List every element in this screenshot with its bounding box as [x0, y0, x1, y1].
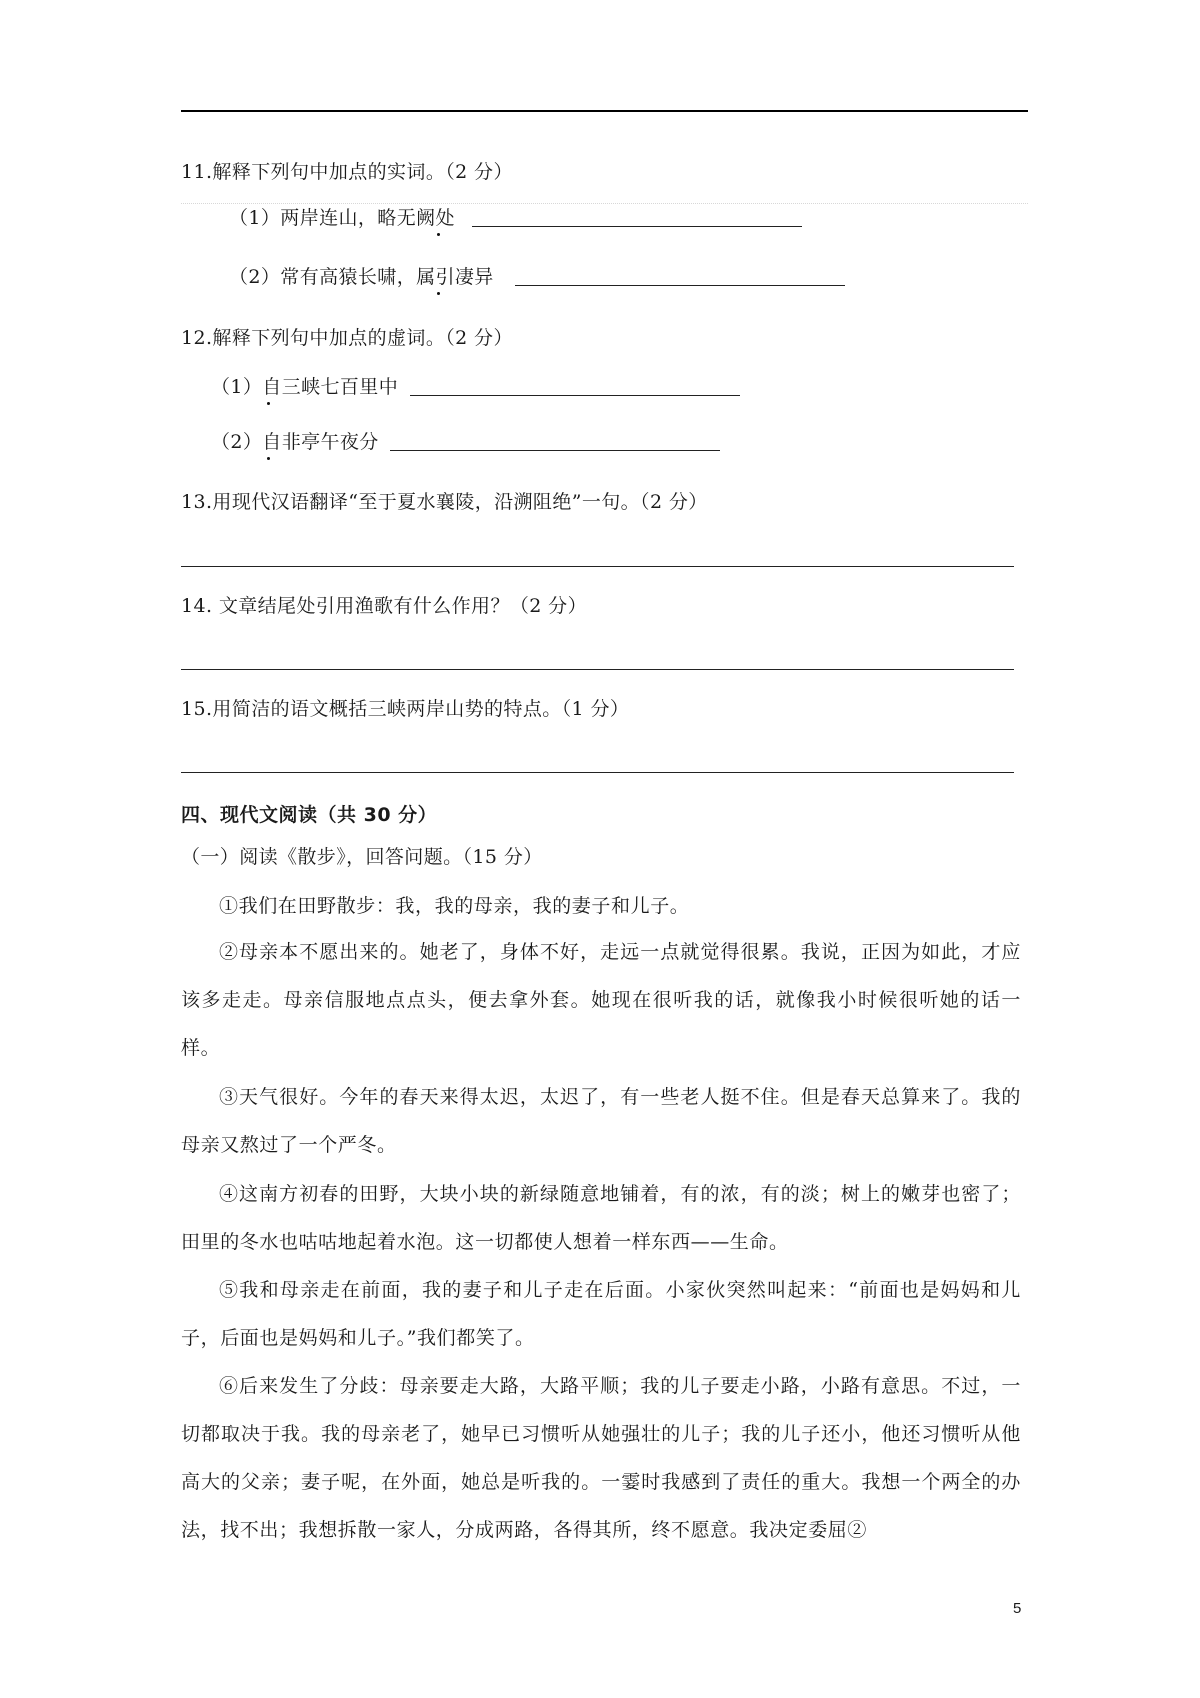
q12-title: 12.解释下列句中加点的虚词。（2 分） [181, 327, 513, 349]
dotted-divider [181, 203, 1028, 204]
q11-answer-line-1[interactable] [472, 226, 802, 227]
q12-answer-line-2[interactable] [390, 450, 720, 451]
sub-heading: （一）阅读《散步》，回答问题。（15 分） [181, 846, 543, 868]
q15-title: 15.用简洁的语文概括三峡两岸山势的特点。（1 分） [181, 698, 630, 720]
paragraph-5: ⑤我和母亲走在前面，我的妻子和儿子走在后面。小家伙突然叫起来：“前面也是妈妈和儿子，后面也是妈妈和儿子。”我们都笑了。 [181, 1279, 1021, 1349]
paragraph-1: ①我们在田野散步：我，我的母亲，我的妻子和儿子。 [219, 895, 690, 917]
q12-item-1: （1）自三峡七百里中 [211, 376, 399, 398]
q14-title: 14. 文章结尾处引用渔歌有什么作用？（2 分） [181, 595, 587, 617]
emphasis-dot [437, 233, 440, 236]
paragraph-3: ③天气很好。今年的春天来得太迟，太迟了，有一些老人挺不住。但是春天总算来了。我的母亲又熬过了一个严冬。 [181, 1086, 1021, 1156]
emphasis-dot [437, 292, 440, 295]
q12-item-2: （2）自非亭午夜分 [211, 431, 379, 453]
section-heading: 四、现代文阅读（共 30 分） [181, 804, 438, 826]
paragraph-6: ⑥后来发生了分歧：母亲要走大路，大路平顺；我的儿子要走小路，小路有意思。不过，一切都取决于我。我的母亲老了，她早已习惯听从她强壮的儿子；我的儿子还小，他还习惯听从他高大的父亲；妻子呢，在外面，她总是听我的。一霎时我感到了责任的重大。我想一个两全的办法，找不出；我想拆散一家人，分成两路，各得其所，终不愿意。我决定委屈② [181, 1375, 1021, 1541]
q11-answer-line-2[interactable] [515, 285, 845, 286]
emphasis-dot [267, 402, 270, 405]
emphasis-dot [267, 457, 270, 460]
q13-answer-line[interactable] [181, 566, 1014, 567]
page-number: 5 [1013, 1600, 1022, 1617]
q11-item-1: （1）两岸连山，略无阙处 [229, 207, 455, 229]
paragraph-2: ②母亲本不愿出来的。她老了，身体不好，走远一点就觉得很累。我说，正因为如此，才应该多走走。母亲信服地点点头，便去拿外套。她现在很听我的话，就像我小时候很听她的话一样。 [181, 941, 1021, 1059]
paragraph-4: ④这南方初春的田野，大块小块的新绿随意地铺着，有的浓，有的淡；树上的嫩芽也密了；田里的冬水也咕咕地起着水泡。这一切都使人想着一样东西——生命。 [181, 1183, 1021, 1253]
q15-answer-line[interactable] [181, 772, 1014, 773]
q13-title: 13.用现代汉语翻译“至于夏水襄陵，沿溯阻绝”一句。（2 分） [181, 491, 708, 513]
q11-item-2: （2）常有高猿长啸，属引凄异 [229, 266, 494, 288]
header-rule [181, 110, 1028, 112]
q14-answer-line[interactable] [181, 669, 1014, 670]
q11-title: 11.解释下列句中加点的实词。（2 分） [181, 161, 513, 183]
q12-answer-line-1[interactable] [410, 395, 740, 396]
